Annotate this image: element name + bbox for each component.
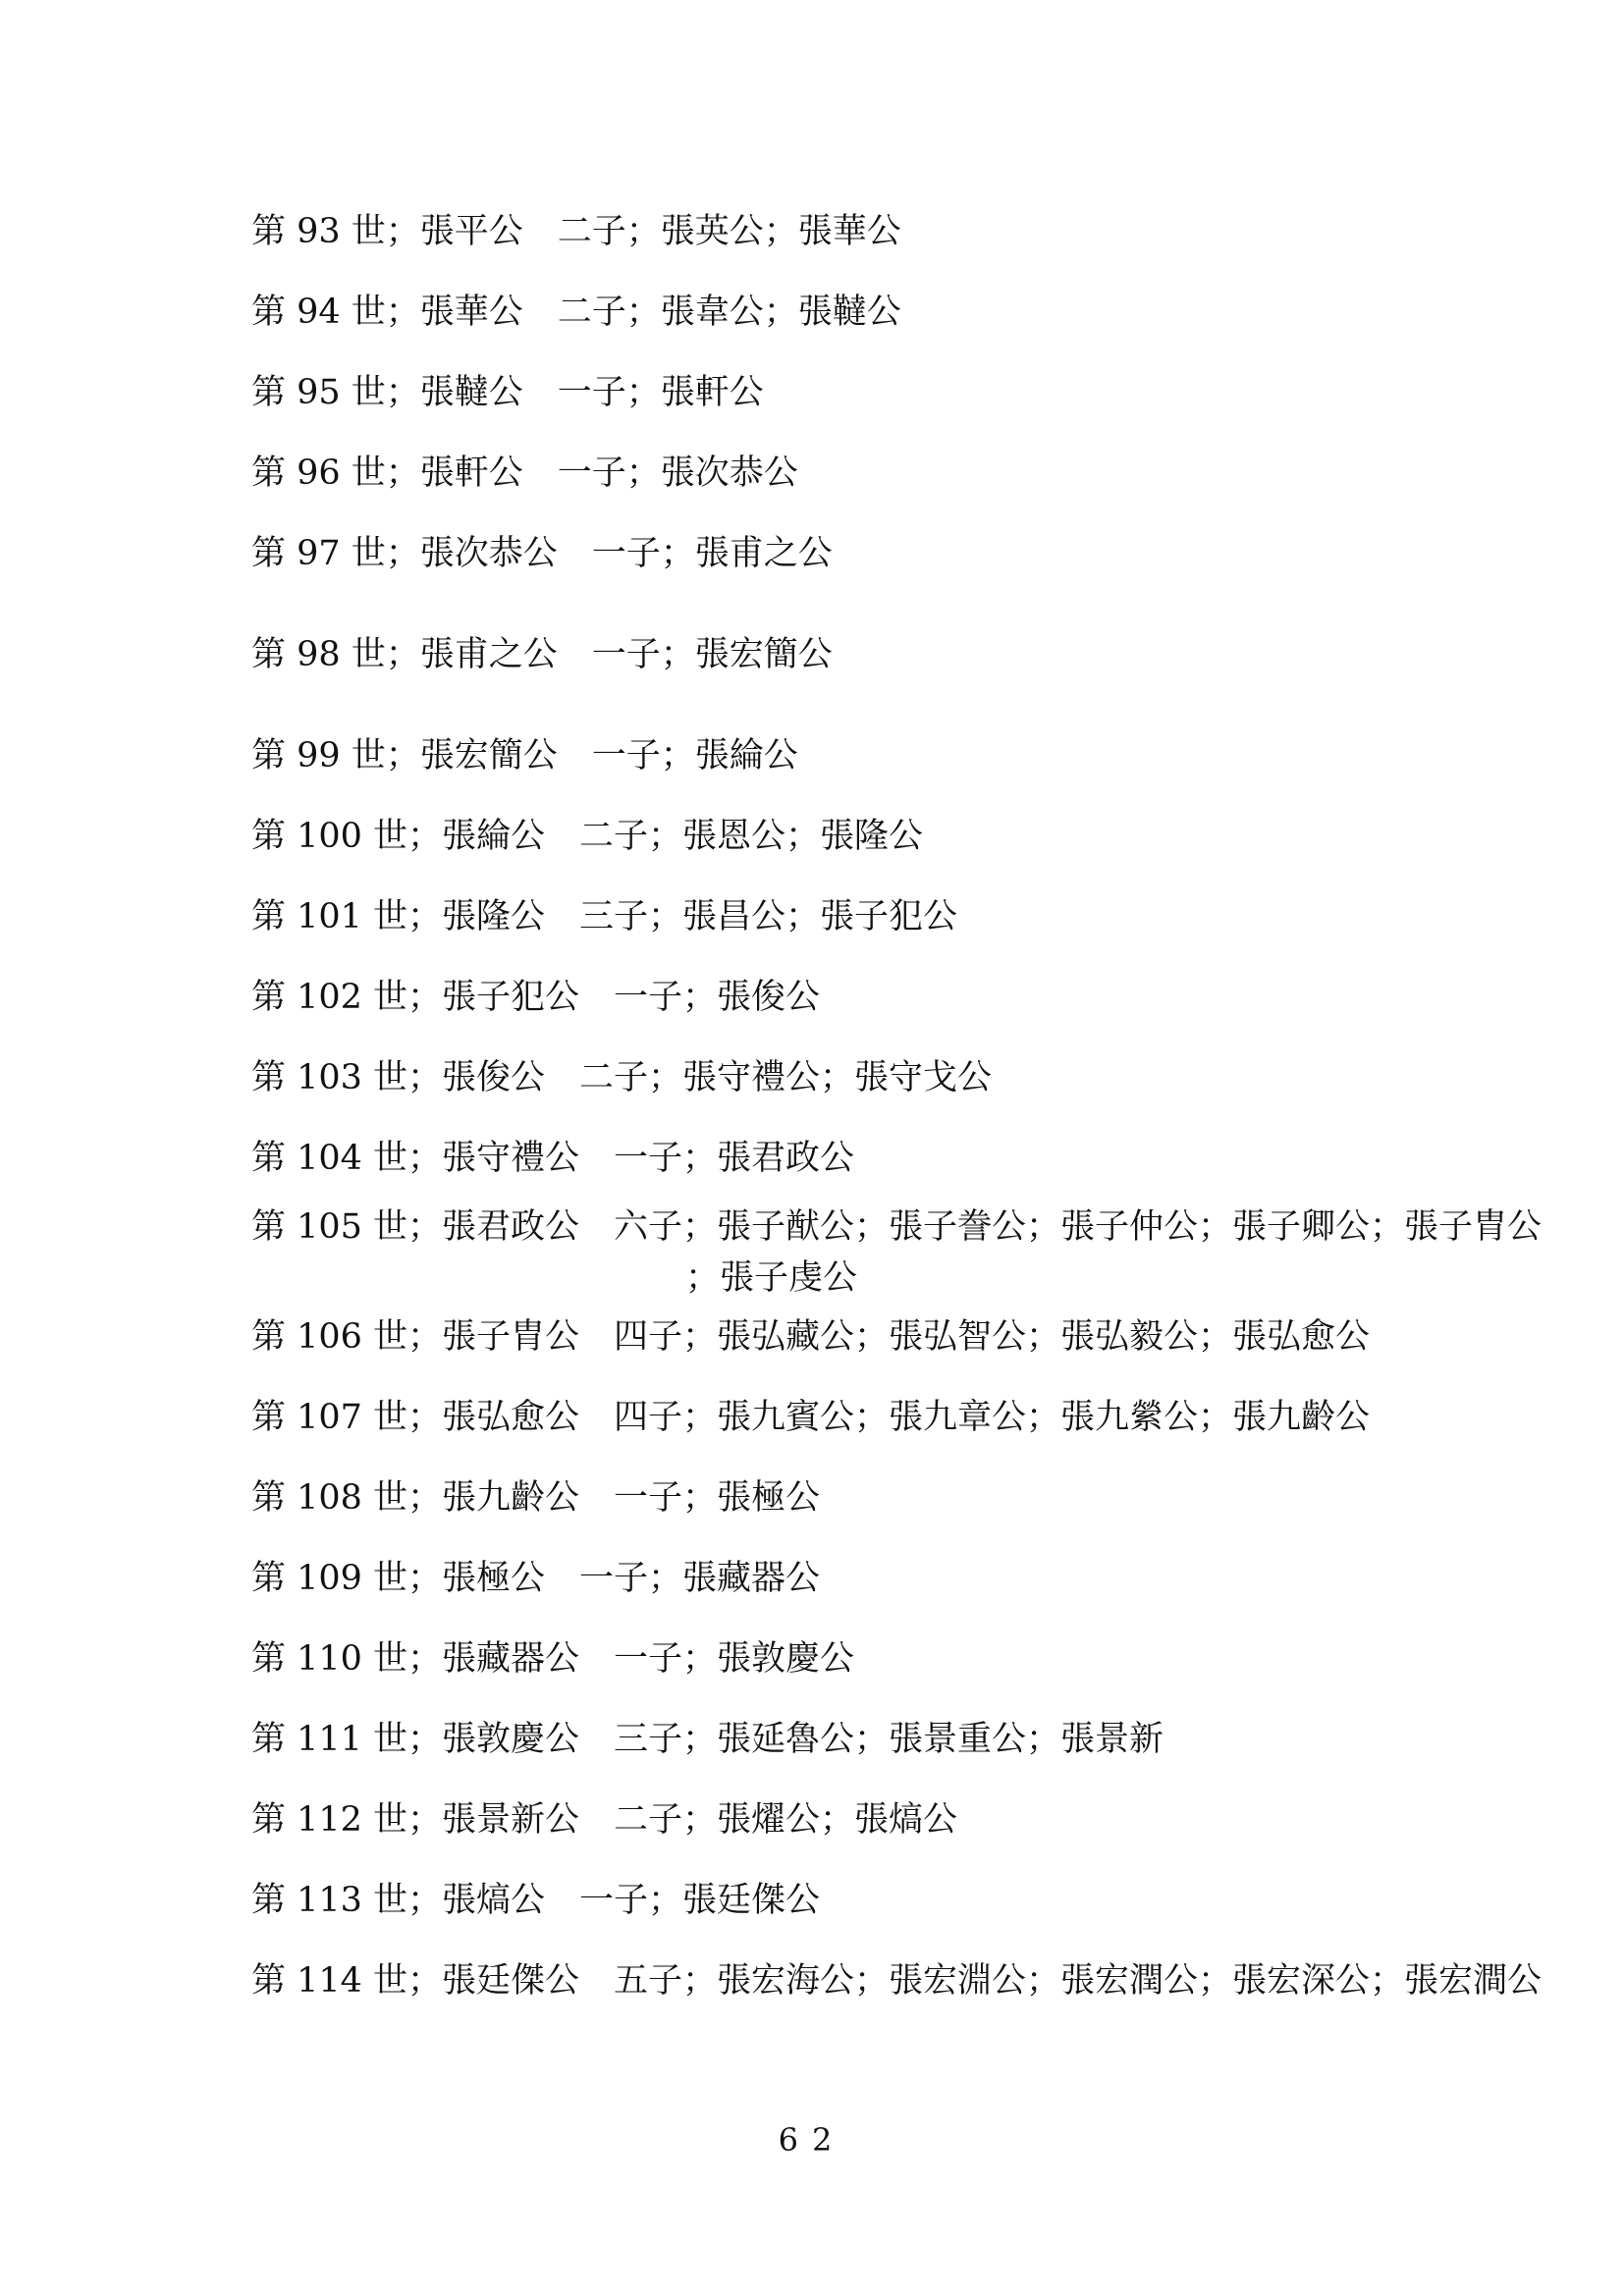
generation-entry-99: 第 99 世；張宏簡公 一子；張綸公 [251, 736, 798, 775]
generation-entry-93: 第 93 世；張平公 二子；張英公；張華公 [251, 212, 901, 251]
generation-entry-105-continuation: ；張子虔公 [685, 1258, 858, 1298]
generation-entry-113: 第 113 世；張熇公 一子；張廷傑公 [251, 1881, 821, 1920]
generation-entry-105: 第 105 世；張君政公 六子；張子猷公；張子誊公；張子仲公；張子卿公；張子胄公 [251, 1207, 1543, 1247]
generation-entry-98: 第 98 世；張甫之公 一子；張宏簡公 [251, 635, 833, 674]
generation-entry-110: 第 110 世；張藏器公 一子；張敦慶公 [251, 1639, 855, 1679]
generation-entry-101: 第 101 世；張隆公 三子；張昌公；張子犯公 [251, 897, 958, 936]
generation-entry-96: 第 96 世；張軒公 一子；張次恭公 [251, 454, 798, 493]
generation-entry-97: 第 97 世；張次恭公 一子；張甫之公 [251, 534, 833, 573]
generation-entry-108: 第 108 世；張九齡公 一子；張極公 [251, 1478, 821, 1518]
generation-entry-112: 第 112 世；張景新公 二子；張燿公；張熇公 [251, 1800, 958, 1840]
generation-entry-104: 第 104 世；張守禮公 一子；張君政公 [251, 1139, 855, 1178]
generation-entry-111: 第 111 世；張敦慶公 三子；張延魯公；張景重公；張景新 [251, 1720, 1164, 1759]
generation-entry-106: 第 106 世；張子胄公 四子；張弘藏公；張弘智公；張弘毅公；張弘愈公 [251, 1317, 1371, 1357]
generation-entry-94: 第 94 世；張華公 二子；張韋公；張韃公 [251, 293, 901, 332]
generation-entry-107: 第 107 世；張弘愈公 四子；張九賓公；張九章公；張九縈公；張九齡公 [251, 1398, 1371, 1437]
generation-entry-102: 第 102 世；張子犯公 一子；張俊公 [251, 978, 821, 1017]
generation-entry-103: 第 103 世；張俊公 二子；張守禮公；張守戈公 [251, 1058, 993, 1097]
page-number: 62 [778, 2121, 846, 2159]
generation-entry-114: 第 114 世；張廷傑公 五子；張宏海公；張宏淵公；張宏潤公；張宏深公；張宏澗公 [251, 1961, 1543, 2001]
generation-entry-100: 第 100 世；張綸公 二子；張恩公；張隆公 [251, 817, 924, 856]
generation-entry-95: 第 95 世；張韃公 一子；張軒公 [251, 373, 764, 412]
generation-entry-109: 第 109 世；張極公 一子；張藏器公 [251, 1559, 821, 1598]
